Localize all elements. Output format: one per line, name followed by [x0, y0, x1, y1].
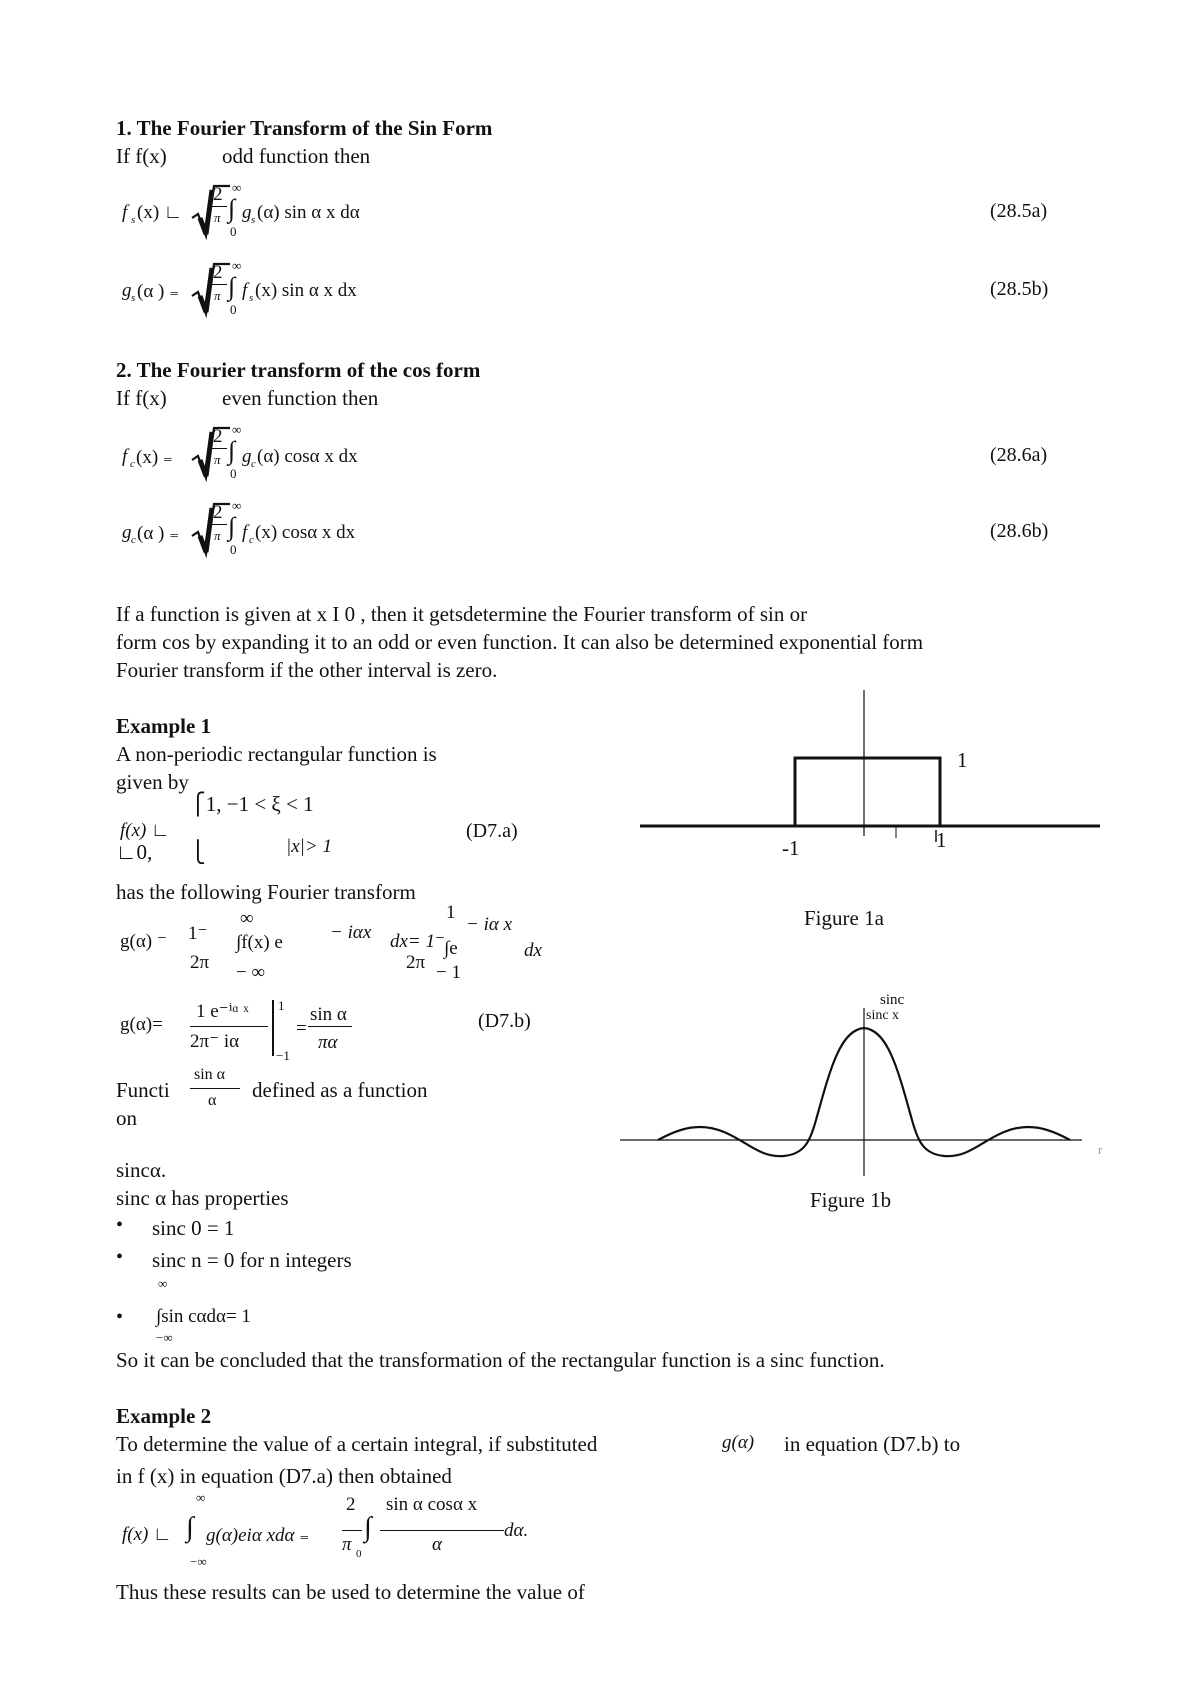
- fraction-bar: [211, 448, 227, 449]
- numerator: sin α cosα x: [386, 1494, 478, 1515]
- eq-lhs-arg: (α ) ₌: [137, 523, 180, 544]
- case-2-brace: ⎩: [190, 840, 206, 864]
- eq-integrand-g: g: [242, 446, 252, 467]
- zero: 0: [356, 1548, 362, 1560]
- integral-f: ∫f(x) e: [236, 932, 283, 953]
- rectangular-pulse: [795, 758, 940, 826]
- eq-lhs-arg: (x) ∟: [137, 202, 183, 223]
- frac-bottom: α: [208, 1092, 217, 1109]
- section1-condition-then: odd function then: [222, 144, 371, 168]
- integral-e: ∫e: [444, 938, 458, 959]
- eq-zero: 0: [230, 302, 237, 317]
- eq-integrand-sub: s: [251, 214, 256, 226]
- eq-pi: π: [214, 210, 221, 225]
- example2-last-line: Thus these results can be used to determine the value of: [116, 1580, 585, 1604]
- bullet3-inf: ∞: [158, 1276, 168, 1291]
- figure-1b-caption: Figure 1b: [810, 1188, 892, 1212]
- inf-bottom: − ∞: [236, 962, 266, 983]
- eq-two: 2: [213, 184, 223, 205]
- inf-top: ∞: [196, 1490, 206, 1505]
- fig1a-label-top: 1: [957, 748, 968, 772]
- upper-limit: 1: [278, 998, 285, 1013]
- example2-line2: in f (x) in equation (D7.a) then obtained: [116, 1464, 452, 1488]
- dx-b: dx: [524, 940, 542, 961]
- has-following-text: has the following Fourier transform: [116, 880, 416, 904]
- example1-line-1: A non-periodic rectangular function is: [116, 742, 437, 766]
- eq-lhs-sub: c: [130, 458, 135, 470]
- eq-lhs: f: [122, 202, 128, 223]
- fraction-bar: [211, 284, 227, 285]
- equals-sign: =: [296, 1018, 307, 1039]
- on-text: on: [116, 1106, 137, 1130]
- section2-condition-then: even function then: [222, 386, 379, 410]
- eq-number: (28.5b): [990, 278, 1049, 300]
- d-alpha: dα.: [504, 1520, 529, 1541]
- list-item: sinc n = 0 for n integers: [152, 1248, 352, 1272]
- eq-integrand-sub: c: [249, 534, 254, 546]
- example1-heading: Example 1: [116, 714, 212, 738]
- f-of-x: f(x) ∟: [120, 820, 170, 841]
- properties-text: sinc α has properties: [116, 1186, 289, 1210]
- g-result-denominator: 2π⁻ iα: [190, 1031, 240, 1052]
- bullet3-expr: ∫sin cαdα= 1: [156, 1306, 251, 1327]
- integral-sign: ∫: [228, 272, 236, 301]
- fraction-bar: [380, 1530, 504, 1531]
- paragraph-line-3: Fourier transform if the other interval is zero.: [116, 658, 498, 682]
- example1-line-2: given by: [116, 770, 189, 794]
- eq-number: (28.6a): [990, 444, 1048, 466]
- two: 2: [346, 1494, 356, 1515]
- eq-lhs: g: [122, 522, 132, 543]
- section2-condition-if: If f(x): [116, 386, 167, 410]
- eq-inf: ∞: [232, 498, 242, 513]
- eq-inf: ∞: [232, 180, 242, 195]
- integral-sign: ∫: [186, 1512, 194, 1543]
- fig1b-axis-mark: r: [1098, 1142, 1103, 1157]
- sqrt-sign: [190, 500, 230, 558]
- eq-lhs-arg: (α ) ₌: [137, 281, 180, 302]
- eq-pi: π: [214, 452, 221, 467]
- eq-pi: π: [214, 288, 221, 303]
- two-pi-b: 2π: [406, 952, 426, 973]
- eq-lhs: f: [122, 446, 128, 467]
- two-pi: 2π: [190, 952, 210, 973]
- fraction-bar: [211, 524, 227, 525]
- eq-zero: 0: [230, 466, 237, 481]
- eq-integrand-sub: c: [251, 458, 256, 470]
- sqrt-sign: [190, 182, 230, 240]
- bullet-dot: •: [116, 1246, 124, 1268]
- integral-sign: ∫: [228, 436, 236, 465]
- fraction-bar: [211, 206, 227, 207]
- figure-1b-plot: [620, 990, 1103, 1180]
- exponent-b: − iα x: [466, 914, 513, 935]
- figure-1a-caption: Figure 1a: [804, 906, 884, 930]
- paragraph-line-2: form cos by expanding it to an odd or even function. It can also be determined exponential form: [116, 630, 924, 654]
- eq-integrand-rest: (α) sin α x dα: [257, 202, 360, 223]
- eq-label-d7a: (D7.a): [466, 820, 518, 842]
- eq-number: (28.6b): [990, 520, 1049, 542]
- bullet3-minf: −∞: [156, 1330, 173, 1345]
- conclusion-text: So it can be concluded that the transformation of the rectangular function is a sinc function.: [116, 1348, 885, 1372]
- pi: π: [342, 1534, 352, 1555]
- eq-pi: π: [214, 528, 221, 543]
- eq-lhs-arg: (x) ₌: [136, 447, 173, 468]
- section1-heading: 1. The Fourier Transform of the Sin Form: [116, 116, 493, 140]
- evaluation-bar: [272, 1000, 274, 1056]
- eq-number: (28.5a): [990, 200, 1048, 222]
- frac-top: sin α: [194, 1066, 226, 1083]
- eq-integrand-rest: (α) cosα x dx: [257, 446, 358, 467]
- bullet-dot: •: [116, 1214, 124, 1236]
- sqrt-sign: [190, 424, 230, 482]
- paragraph-line-1: If a function is given at x I 0 , then it getsdetermine the Fourier transform of sin or: [116, 602, 808, 626]
- defined-as-text: defined as a function: [252, 1078, 428, 1102]
- g-result-lhs: g(α)=: [120, 1014, 163, 1035]
- fraction-bar: [308, 1026, 352, 1027]
- g-lhs: g(α) ⁻: [120, 931, 167, 952]
- exponent-a: − iαx: [330, 922, 372, 943]
- one-over: 1⁻: [188, 923, 208, 944]
- inf-top: ∞: [240, 908, 254, 929]
- example2-line1-a: To determine the value of a certain integral, if substituted: [116, 1432, 598, 1456]
- fraction-bar: [342, 1530, 362, 1531]
- eq-lhs-sub: c: [131, 534, 136, 546]
- fig1b-label-sinc: sinc: [880, 992, 905, 1008]
- fig1b-label-sincx: sinc x: [866, 1008, 900, 1023]
- fraction-bar: [190, 1088, 240, 1089]
- fig1a-label-plus1: 1: [936, 828, 947, 852]
- eq-lhs: g: [122, 280, 132, 301]
- eq-inf: ∞: [232, 422, 242, 437]
- integrand: g(α)eiα xdα ₌: [206, 1525, 310, 1546]
- eq-zero: 0: [230, 542, 237, 557]
- denominator: α: [432, 1534, 442, 1555]
- case-2-left: ∟0,: [116, 840, 153, 864]
- minus-inf: −∞: [190, 1554, 207, 1569]
- eq-integrand-f: f: [242, 280, 248, 301]
- sqrt-sign: [190, 260, 230, 318]
- eq-two: 2: [213, 262, 223, 283]
- eq-integrand-sub: s: [249, 292, 254, 304]
- bullet-dot: •: [116, 1306, 124, 1328]
- functi-text: Functi: [116, 1078, 170, 1102]
- eq-integrand-g: g: [242, 202, 252, 223]
- minus-one: − 1: [436, 962, 461, 983]
- one-top: 1: [446, 902, 456, 923]
- lower-limit: −1: [276, 1048, 290, 1063]
- integral-sign: ∫: [228, 194, 236, 223]
- f-lhs: f(x) ∟: [122, 1524, 172, 1545]
- dx-a: dx= 1⁻: [390, 931, 446, 952]
- eq-integrand-rest: (x) cosα x dx: [255, 522, 356, 543]
- fig1a-label-minus1: -1: [782, 836, 800, 860]
- eq-integrand-rest: (x) sin α x dx: [255, 280, 357, 301]
- example2-line1-g: g(α): [722, 1432, 755, 1453]
- eq-lhs-sub: s: [131, 292, 136, 304]
- fraction-bar: [190, 1026, 268, 1027]
- sinc-alpha-text: sincα.: [116, 1158, 167, 1182]
- eq-label-d7b: (D7.b): [478, 1010, 531, 1032]
- section2-heading: 2. The Fourier transform of the cos form: [116, 358, 481, 382]
- eq-two: 2: [213, 502, 223, 523]
- eq-lhs-sub: s: [131, 214, 136, 226]
- sin-alpha: sin α: [310, 1004, 347, 1025]
- eq-integrand-f: f: [242, 522, 248, 543]
- integral-sign: ∫: [228, 512, 236, 541]
- integral-sign-2: ∫: [364, 1512, 372, 1543]
- eq-zero: 0: [230, 224, 237, 239]
- case-1: ⎧1, −1 < ξ < 1: [190, 792, 314, 816]
- case-2-right: |x|> 1: [286, 836, 332, 857]
- eq-inf: ∞: [232, 258, 242, 273]
- example2-line1-b: in equation (D7.b) to: [784, 1432, 961, 1456]
- list-item: sinc 0 = 1: [152, 1216, 235, 1240]
- example2-heading: Example 2: [116, 1404, 212, 1428]
- pi-alpha: πα: [318, 1032, 338, 1053]
- g-result-numerator: 1 e⁻ⁱᵅ ˣ: [196, 1001, 249, 1022]
- section1-condition-if: If f(x): [116, 144, 167, 168]
- figure-1a-plot: [640, 690, 1100, 870]
- eq-two: 2: [213, 426, 223, 447]
